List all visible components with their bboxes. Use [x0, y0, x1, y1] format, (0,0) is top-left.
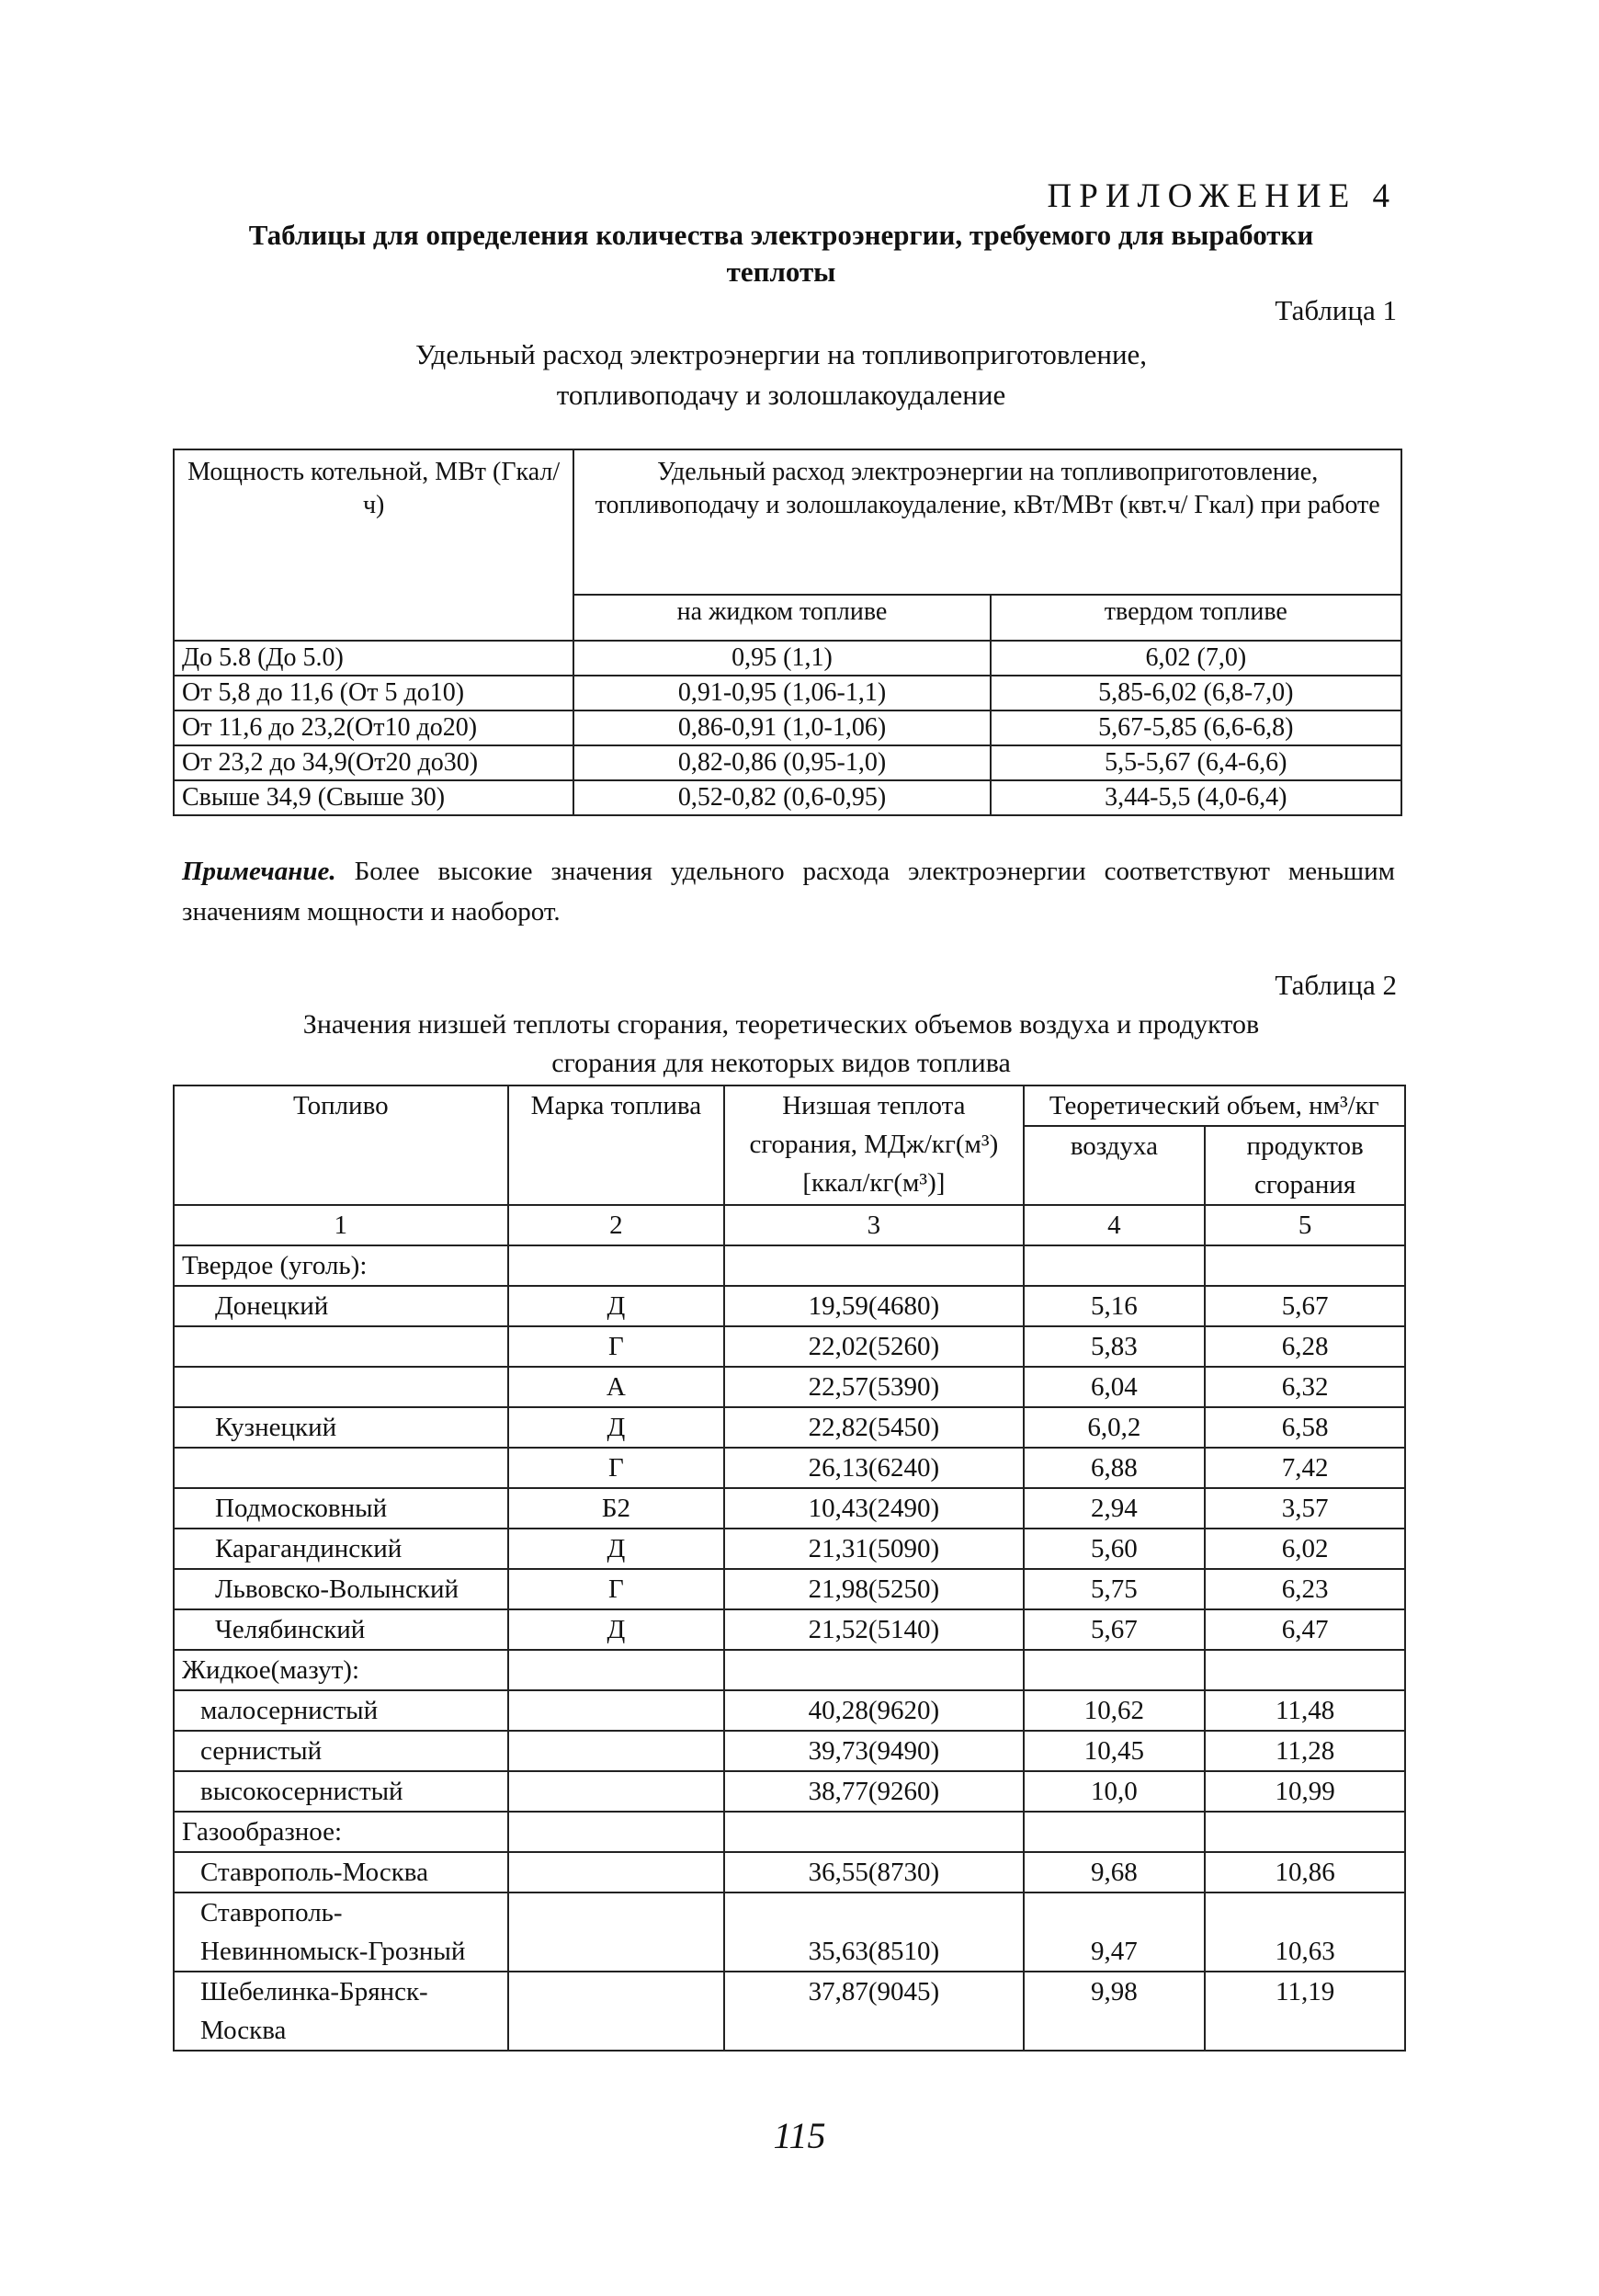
table1-solid-cell: 5,67-5,85 (6,6-6,8): [991, 710, 1401, 745]
grade-cell: [508, 1972, 725, 2051]
products-volume-cell: [1205, 1650, 1405, 1690]
air-volume-cell: [1024, 1812, 1206, 1852]
table-row: [174, 1731, 1405, 1771]
table2-caption-line-2: сгорания для некоторых видов топлива: [551, 1048, 1011, 1078]
products-volume-cell: 6,47: [1205, 1609, 1405, 1650]
air-volume-cell: 5,67: [1024, 1609, 1206, 1650]
table1-caption: [230, 335, 1332, 415]
grade-cell: Д: [508, 1609, 725, 1650]
table-row: [174, 1245, 1405, 1286]
table2-header-row: [174, 1085, 1405, 1126]
table1-liquid-cell: 0,52-0,82 (0,6-0,95): [573, 780, 990, 815]
air-volume-cell: 9,68: [1024, 1852, 1206, 1892]
table-row: [174, 1529, 1405, 1569]
document-title-line-1: Таблицы для определения количества электроэнергии, требуемого для выработки: [248, 219, 1314, 251]
table-row: [174, 1367, 1405, 1407]
fuel-name-cell: Кузнецкий: [174, 1407, 508, 1448]
table1-solid-cell: 6,02 (7,0): [991, 641, 1401, 676]
heat-cell: 39,73(9490): [724, 1731, 1023, 1771]
table1-solid-cell: 5,85-6,02 (6,8-7,0): [991, 676, 1401, 710]
air-volume-cell: 10,45: [1024, 1731, 1206, 1771]
air-volume-cell: 9,47: [1024, 1892, 1206, 1972]
heat-cell: 22,57(5390): [724, 1367, 1023, 1407]
products-volume-cell: 10,63: [1205, 1892, 1405, 1972]
air-volume-cell: 6,88: [1024, 1448, 1206, 1488]
products-volume-cell: 11,48: [1205, 1690, 1405, 1731]
table1-label: Таблица 1: [1275, 294, 1397, 326]
column-number: 1: [174, 1205, 508, 1245]
table1-head-solid: твердом топливе: [991, 595, 1401, 641]
table1-solid-cell: 3,44-5,5 (4,0-6,4): [991, 780, 1401, 815]
products-volume-cell: [1205, 1245, 1405, 1286]
grade-cell: [508, 1852, 725, 1892]
fuel-name-cell: высокосернистый: [174, 1771, 508, 1812]
products-volume-cell: 6,28: [1205, 1326, 1405, 1367]
fuel-category-cell: Жидкое(мазут):: [174, 1650, 508, 1690]
products-volume-cell: 10,86: [1205, 1852, 1405, 1892]
heat-cell: 40,28(9620): [724, 1690, 1023, 1731]
grade-cell: Г: [508, 1326, 725, 1367]
table-row: [174, 1812, 1405, 1852]
table1-liquid-cell: 0,95 (1,1): [573, 641, 990, 676]
air-volume-cell: 9,98: [1024, 1972, 1206, 2051]
table-row: [174, 1852, 1405, 1892]
fuel-name-cell: Шебелинка-Брянск-Москва: [174, 1972, 508, 2051]
column-number: 2: [508, 1205, 725, 1245]
heat-cell: 21,98(5250): [724, 1569, 1023, 1609]
table1-head-rate: Удельный расход электроэнергии на топливоприготовление, топливоподачу и золошлакоудаление, кВт/МВт (квт.ч/ Гкал) при работе: [573, 449, 1401, 595]
column-number: 4: [1024, 1205, 1206, 1245]
table2-head-fuel: Топливо: [174, 1085, 508, 1205]
table1-caption-line-2: топливоподачу и золошлакоудаление: [556, 379, 1006, 411]
fuel-category-cell: Твердое (уголь):: [174, 1245, 508, 1286]
grade-cell: Г: [508, 1569, 725, 1609]
products-volume-cell: 5,67: [1205, 1286, 1405, 1326]
fuel-name-cell: Львовско-Волынский: [174, 1569, 508, 1609]
table-row: [174, 1771, 1405, 1812]
table-row: [174, 1569, 1405, 1609]
table-row: [174, 1326, 1405, 1367]
products-volume-cell: 6,23: [1205, 1569, 1405, 1609]
heat-cell: 22,82(5450): [724, 1407, 1023, 1448]
grade-cell: [508, 1892, 725, 1972]
heat-cell: [724, 1245, 1023, 1286]
table2-head-heat: Низшая теплота сгорания, МДж/кг(м³) [ккал/кг(м³)]: [724, 1085, 1023, 1205]
grade-cell: Д: [508, 1407, 725, 1448]
fuel-name-cell: [174, 1448, 508, 1488]
table1-power-cell: Свыше 34,9 (Свыше 30): [174, 780, 573, 815]
heat-cell: 21,52(5140): [724, 1609, 1023, 1650]
heat-cell: [724, 1650, 1023, 1690]
fuel-name-cell: Подмосковный: [174, 1488, 508, 1529]
column-number: 5: [1205, 1205, 1405, 1245]
table1-power-cell: До 5.8 (До 5.0): [174, 641, 573, 676]
grade-cell: Г: [508, 1448, 725, 1488]
table-row: [174, 710, 1401, 745]
table-row: [174, 745, 1401, 780]
heat-cell: 26,13(6240): [724, 1448, 1023, 1488]
grade-cell: [508, 1650, 725, 1690]
fuel-name-cell: Карагандинский: [174, 1529, 508, 1569]
grade-cell: [508, 1690, 725, 1731]
table1-power-cell: От 11,6 до 23,2(От10 до20): [174, 710, 573, 745]
table1-head-power: Мощность котельной, МВт (Гкал/ч): [174, 449, 573, 641]
air-volume-cell: 5,75: [1024, 1569, 1206, 1609]
table-row: [174, 1286, 1405, 1326]
air-volume-cell: 5,60: [1024, 1529, 1206, 1569]
table-row: [174, 1448, 1405, 1488]
fuel-name-cell: Донецкий: [174, 1286, 508, 1326]
grade-cell: [508, 1812, 725, 1852]
table1-power-cell: От 5,8 до 11,6 (От 5 до10): [174, 676, 573, 710]
air-volume-cell: 2,94: [1024, 1488, 1206, 1529]
table-row: [174, 1609, 1405, 1650]
air-volume-cell: [1024, 1245, 1206, 1286]
heat-cell: [724, 1812, 1023, 1852]
fuel-category-cell: Газообразное:: [174, 1812, 508, 1852]
air-volume-cell: 5,83: [1024, 1326, 1206, 1367]
fuel-name-cell: [174, 1326, 508, 1367]
products-volume-cell: 6,02: [1205, 1529, 1405, 1569]
document-title: [184, 217, 1378, 290]
table1-header-row: [174, 449, 1401, 595]
table-row: [174, 1690, 1405, 1731]
table2-head-volume: Теоретический объем, нм³/кг: [1024, 1085, 1405, 1126]
heat-cell: 22,02(5260): [724, 1326, 1023, 1367]
products-volume-cell: 3,57: [1205, 1488, 1405, 1529]
heat-cell: 10,43(2490): [724, 1488, 1023, 1529]
heat-cell: 36,55(8730): [724, 1852, 1023, 1892]
appendix-heading: ПРИЛОЖЕНИЕ 4: [1047, 177, 1397, 215]
table-row: [174, 1892, 1405, 1972]
heat-cell: 38,77(9260): [724, 1771, 1023, 1812]
heat-cell: 37,87(9045): [724, 1972, 1023, 2051]
grade-cell: [508, 1731, 725, 1771]
electricity-rate-table: [173, 449, 1402, 816]
air-volume-cell: [1024, 1650, 1206, 1690]
table-row: [174, 780, 1401, 815]
table-row: [174, 1488, 1405, 1529]
table-row: [174, 641, 1401, 676]
table1-solid-cell: 5,5-5,67 (6,4-6,6): [991, 745, 1401, 780]
page-number: 115: [773, 2115, 826, 2156]
grade-cell: [508, 1245, 725, 1286]
heat-cell: 21,31(5090): [724, 1529, 1023, 1569]
table2-head-air: воздуха: [1024, 1126, 1206, 1205]
grade-cell: А: [508, 1367, 725, 1407]
fuel-name-cell: Ставрополь-Невинномыск-Грозный: [174, 1892, 508, 1972]
fuel-name-cell: малосернистый: [174, 1690, 508, 1731]
table2-head-grade: Марка топлива: [508, 1085, 725, 1205]
grade-cell: Д: [508, 1286, 725, 1326]
products-volume-cell: 10,99: [1205, 1771, 1405, 1812]
air-volume-cell: 6,04: [1024, 1367, 1206, 1407]
table-row: [174, 1407, 1405, 1448]
table2-caption: [156, 1006, 1406, 1083]
fuel-name-cell: [174, 1367, 508, 1407]
air-volume-cell: 10,0: [1024, 1771, 1206, 1812]
table2-column-numbers-row: [174, 1205, 1405, 1245]
table1-power-cell: От 23,2 до 34,9(От20 до30): [174, 745, 573, 780]
products-volume-cell: 6,58: [1205, 1407, 1405, 1448]
products-volume-cell: 11,19: [1205, 1972, 1405, 2051]
note-label: Примечание.: [182, 857, 336, 886]
table-row: [174, 676, 1401, 710]
column-number: 3: [724, 1205, 1023, 1245]
table2-label: Таблица 2: [1275, 969, 1397, 1001]
note-text: Более высокие значения удельного расхода электроэнергии соответствуют меньшим значениям мощности и наоборот.: [182, 857, 1396, 926]
table1-note: [182, 851, 1395, 932]
table1-liquid-cell: 0,91-0,95 (1,06-1,1): [573, 676, 990, 710]
fuel-name-cell: Челябинский: [174, 1609, 508, 1650]
table1-caption-line-1: Удельный расход электроэнергии на топливоприготовление,: [414, 338, 1148, 370]
document-title-line-2: теплоты: [726, 256, 836, 288]
table1-liquid-cell: 0,86-0,91 (1,0-1,06): [573, 710, 990, 745]
air-volume-cell: 6,0,2: [1024, 1407, 1206, 1448]
heat-cell: 19,59(4680): [724, 1286, 1023, 1326]
table2-caption-line-1: Значения низшей теплоты сгорания, теоретических объемов воздуха и продуктов: [302, 1009, 1260, 1040]
grade-cell: [508, 1771, 725, 1812]
grade-cell: Б2: [508, 1488, 725, 1529]
heat-cell: 35,63(8510): [724, 1892, 1023, 1972]
table1-head-liquid: на жидком топливе: [573, 595, 990, 641]
table-row: [174, 1650, 1405, 1690]
table-row: [174, 1972, 1405, 2051]
table2-head-products: продуктов сгорания: [1205, 1126, 1405, 1205]
products-volume-cell: [1205, 1812, 1405, 1852]
air-volume-cell: 10,62: [1024, 1690, 1206, 1731]
products-volume-cell: 11,28: [1205, 1731, 1405, 1771]
table1-liquid-cell: 0,82-0,86 (0,95-1,0): [573, 745, 990, 780]
fuel-name-cell: сернистый: [174, 1731, 508, 1771]
grade-cell: Д: [508, 1529, 725, 1569]
products-volume-cell: 7,42: [1205, 1448, 1405, 1488]
fuel-properties-table: [173, 1085, 1406, 2052]
air-volume-cell: 5,16: [1024, 1286, 1206, 1326]
fuel-name-cell: Ставрополь-Москва: [174, 1852, 508, 1892]
products-volume-cell: 6,32: [1205, 1367, 1405, 1407]
